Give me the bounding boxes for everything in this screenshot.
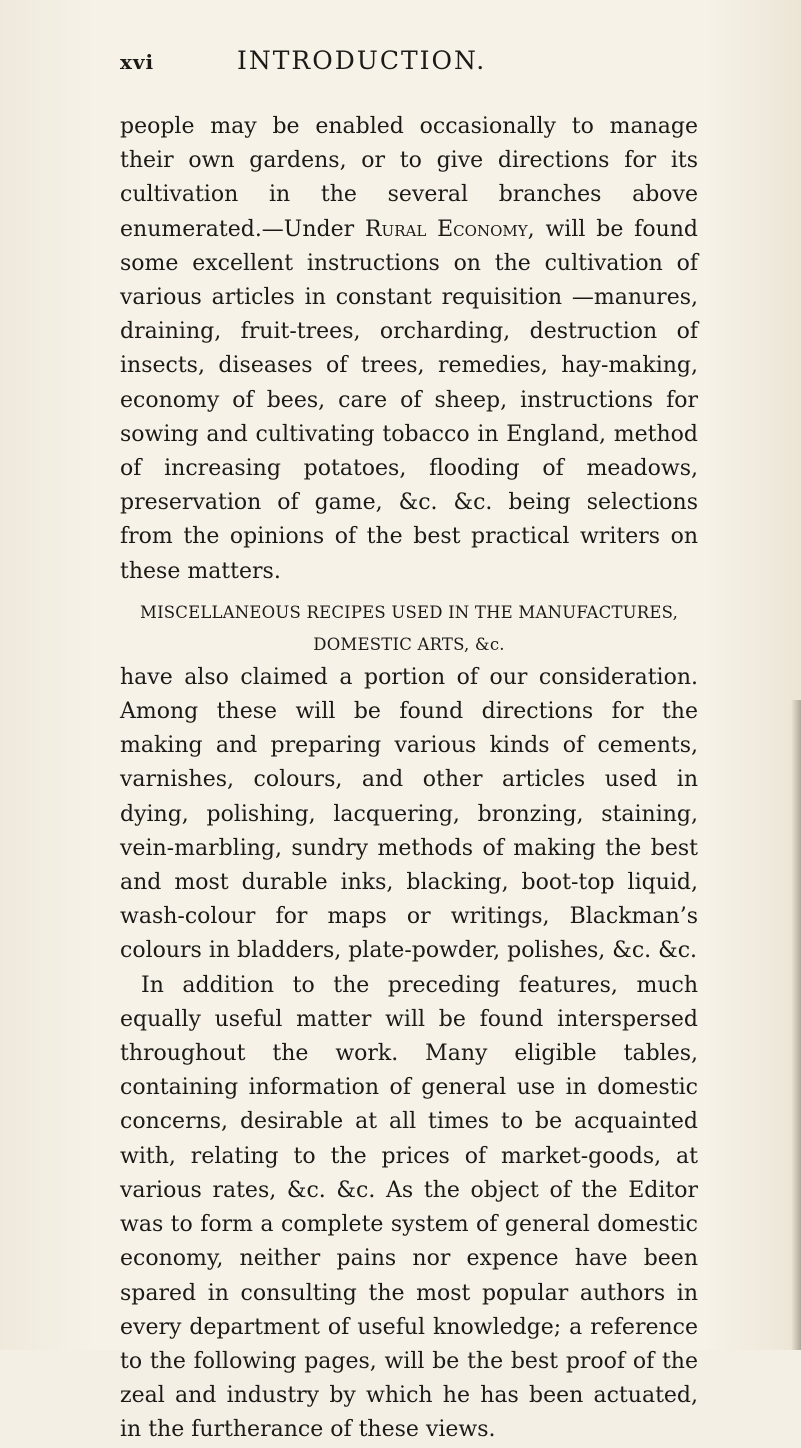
rural-economy-term: Rural Economy <box>364 216 528 242</box>
section-heading-miscellaneous-recipes <box>120 597 698 661</box>
paragraph-additional-matter: In addition to the preceding features, much equally useful matter will be found interspersed throughout the work. Many eligible tables, containing information of general use in domestic concerns, desirable at all times to be acquainted with, relating to the prices of market-goods, at various rates, &c. &c. As the object of the Editor was to form a complete system of general domestic economy, neither pains nor expence have been spared in consulting the most popular authors in every department of useful knowledge; a reference to the following pages, will be the best proof of the zeal and industry by which he has been actuated, in the furtherance of these views. <box>120 972 698 1443</box>
running-head: INTRODUCTION. <box>237 46 487 75</box>
paragraph-gardening-rural-economy <box>120 110 698 589</box>
page-number: xvi <box>120 50 155 74</box>
page-body <box>120 110 698 1448</box>
page-edge-shadow <box>791 700 801 1350</box>
section-heading-line: MISCELLANEOUS RECIPES USED IN THE MANUFACTURES, <box>139 602 679 622</box>
section-heading-line: DOMESTIC ARTS, &c. <box>313 634 505 654</box>
paragraph-text: people may be enabled occasionally to manage their own gardens, or to give directions for its cultivation in the several branches above enumerated.—Under <box>120 114 698 242</box>
page-header <box>0 46 801 86</box>
paragraph-recipes: have also claimed a portion of our consideration. Among these will be found directions for the making and preparing various kinds of cements, varnishes, colours, and other articles used in dying, polishing, lacquering, bronzing, staining, vein-marbling, sundry methods of making the best and most durable inks, blacking, boot-top liquid, wash-colour for maps or writings, Blackman’s colours in bladders, plate-powder, polishes, &c. &c. <box>120 664 698 964</box>
paragraph-text: , will be found some excellent instructions on the cultivation of various articles in constant requisition —manures, draining, fruit-trees, orcharding, destruction of insects, diseases of trees, remedies, hay-making, economy of bees, care of sheep, instructions for sowing and cultivating tobacco in England, method of increasing potatoes, flooding of meadows, preservation of game, &c. &c. being selections from the opinions of the best practical writers on these matters. <box>120 216 698 584</box>
